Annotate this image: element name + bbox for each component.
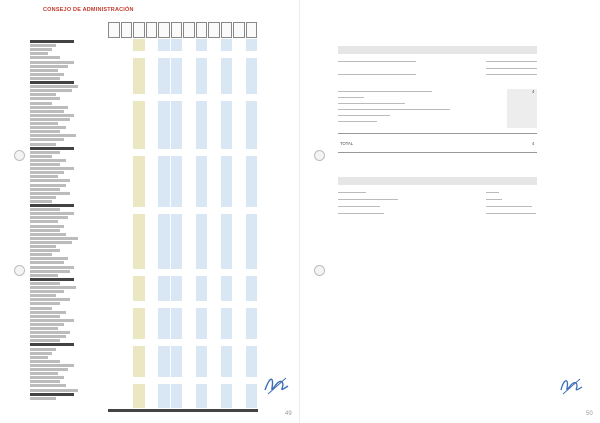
row-label	[30, 380, 60, 383]
page-number-left: 49	[285, 411, 292, 417]
row-label	[30, 56, 60, 59]
column-band	[208, 39, 220, 408]
row-label	[30, 389, 78, 392]
punch-hole-top	[314, 150, 325, 161]
row-label	[30, 163, 60, 166]
column-band	[183, 39, 195, 408]
section-heading-row	[30, 40, 74, 43]
row-label	[30, 360, 60, 363]
row-label	[30, 138, 64, 141]
row-label	[30, 352, 52, 355]
panel1-count-box	[507, 89, 537, 128]
row-label	[30, 220, 58, 223]
data-column	[158, 22, 170, 412]
row-label	[30, 159, 66, 162]
row-label	[30, 44, 56, 47]
row-label	[30, 171, 64, 174]
data-column	[208, 22, 220, 412]
column-band	[146, 39, 158, 408]
data-column	[146, 22, 158, 412]
row-label	[30, 261, 64, 264]
data-column	[221, 22, 233, 412]
row-label	[30, 237, 78, 240]
row-label	[30, 122, 58, 125]
column-header	[121, 22, 133, 38]
row-label	[30, 77, 60, 80]
column-header	[246, 22, 258, 38]
row-label	[30, 274, 58, 277]
row-label	[30, 130, 60, 133]
row-label	[30, 327, 58, 330]
column-header	[146, 22, 158, 38]
row-label	[30, 298, 70, 301]
row-label	[30, 167, 74, 170]
row-label	[30, 315, 60, 318]
row-label	[30, 196, 56, 199]
signature-right	[558, 374, 586, 398]
row-label	[30, 245, 56, 248]
row-label	[30, 114, 74, 117]
row-label	[30, 397, 56, 400]
row-label	[30, 282, 60, 285]
row-label	[30, 364, 74, 367]
page-number-right: 50	[586, 411, 593, 417]
row-label	[30, 89, 72, 92]
row-label	[30, 294, 56, 297]
section-heading-row	[30, 204, 74, 207]
row-label	[30, 65, 68, 68]
row-label	[30, 319, 74, 322]
section-heading-row	[30, 278, 74, 281]
column-band	[221, 39, 233, 408]
section-heading-row	[30, 393, 74, 396]
column-band	[121, 39, 133, 408]
row-label	[30, 290, 64, 293]
row-label	[30, 188, 60, 191]
row-label	[30, 48, 52, 51]
row-label	[30, 253, 52, 256]
data-column	[171, 22, 183, 412]
column-header	[233, 22, 245, 38]
panel2-header-bar	[338, 177, 537, 185]
row-label	[30, 184, 66, 187]
panel1-header-bar	[338, 46, 537, 54]
row-label	[30, 348, 56, 351]
panel1-total-value: 4	[532, 141, 535, 146]
punch-hole-bottom	[314, 265, 325, 276]
column-band	[158, 39, 170, 408]
row-label	[30, 175, 58, 178]
section-heading-row	[30, 343, 74, 346]
data-column	[121, 22, 133, 412]
data-sheet	[30, 22, 258, 412]
row-label	[30, 257, 68, 260]
row-label	[30, 311, 66, 314]
row-label	[30, 212, 74, 215]
row-label	[30, 233, 66, 236]
row-label	[30, 93, 56, 96]
column-band	[108, 39, 120, 408]
row-label	[30, 52, 48, 55]
row-label	[30, 106, 68, 109]
column-header	[196, 22, 208, 38]
data-column	[133, 22, 145, 412]
row-label	[30, 270, 70, 273]
row-label	[30, 61, 74, 64]
row-label	[30, 225, 64, 228]
punch-hole-top	[14, 150, 25, 161]
row-label	[30, 323, 64, 326]
row-label	[30, 307, 52, 310]
row-label	[30, 286, 76, 289]
row-label	[30, 229, 60, 232]
row-label	[30, 216, 68, 219]
row-label	[30, 155, 52, 158]
data-column	[233, 22, 245, 412]
data-column	[196, 22, 208, 412]
section-heading-row	[30, 81, 74, 84]
row-label	[30, 143, 56, 146]
row-label	[30, 339, 60, 342]
row-label	[30, 73, 64, 76]
row-label	[30, 179, 70, 182]
totals-row	[108, 409, 258, 412]
row-label	[30, 356, 48, 359]
data-column	[246, 22, 258, 412]
column-header	[108, 22, 120, 38]
row-label	[30, 110, 64, 113]
signature-left	[262, 372, 292, 398]
row-label	[30, 151, 60, 154]
data-column	[108, 22, 120, 412]
row-label	[30, 331, 70, 334]
data-column	[183, 22, 195, 412]
column-band	[233, 39, 245, 408]
row-label	[30, 372, 58, 375]
row-label	[30, 302, 60, 305]
row-label	[30, 368, 68, 371]
right-page	[300, 0, 600, 423]
row-label	[30, 200, 52, 203]
panel1-bottom-rule	[338, 152, 537, 153]
column-header	[221, 22, 233, 38]
row-label	[30, 85, 78, 88]
column-header	[183, 22, 195, 38]
row-label	[30, 97, 60, 100]
data-columns	[108, 22, 258, 412]
row-label	[30, 266, 74, 269]
column-header	[133, 22, 145, 38]
row-label	[30, 335, 66, 338]
row-labels	[30, 22, 102, 412]
row-label	[30, 118, 70, 121]
row-label	[30, 192, 70, 195]
column-band	[246, 39, 258, 408]
table-title: CONSEJO DE ADMINISTRACIÓN	[43, 7, 134, 13]
column-band	[196, 39, 208, 408]
row-label	[30, 376, 64, 379]
column-header	[158, 22, 170, 38]
column-band	[133, 39, 145, 408]
column-band	[171, 39, 183, 408]
panel1-count: 4	[532, 89, 535, 94]
row-label	[30, 134, 76, 137]
section-heading-row	[30, 147, 74, 150]
row-label	[30, 102, 52, 105]
column-header	[208, 22, 220, 38]
row-label	[30, 249, 60, 252]
punch-hole-bottom	[14, 265, 25, 276]
row-label	[30, 126, 66, 129]
row-label	[30, 241, 72, 244]
panel1-divider	[338, 133, 537, 134]
row-label	[30, 69, 58, 72]
row-label	[30, 384, 66, 387]
row-label	[30, 208, 60, 211]
column-header	[171, 22, 183, 38]
panel1-total-label: TOTAL	[340, 141, 354, 146]
